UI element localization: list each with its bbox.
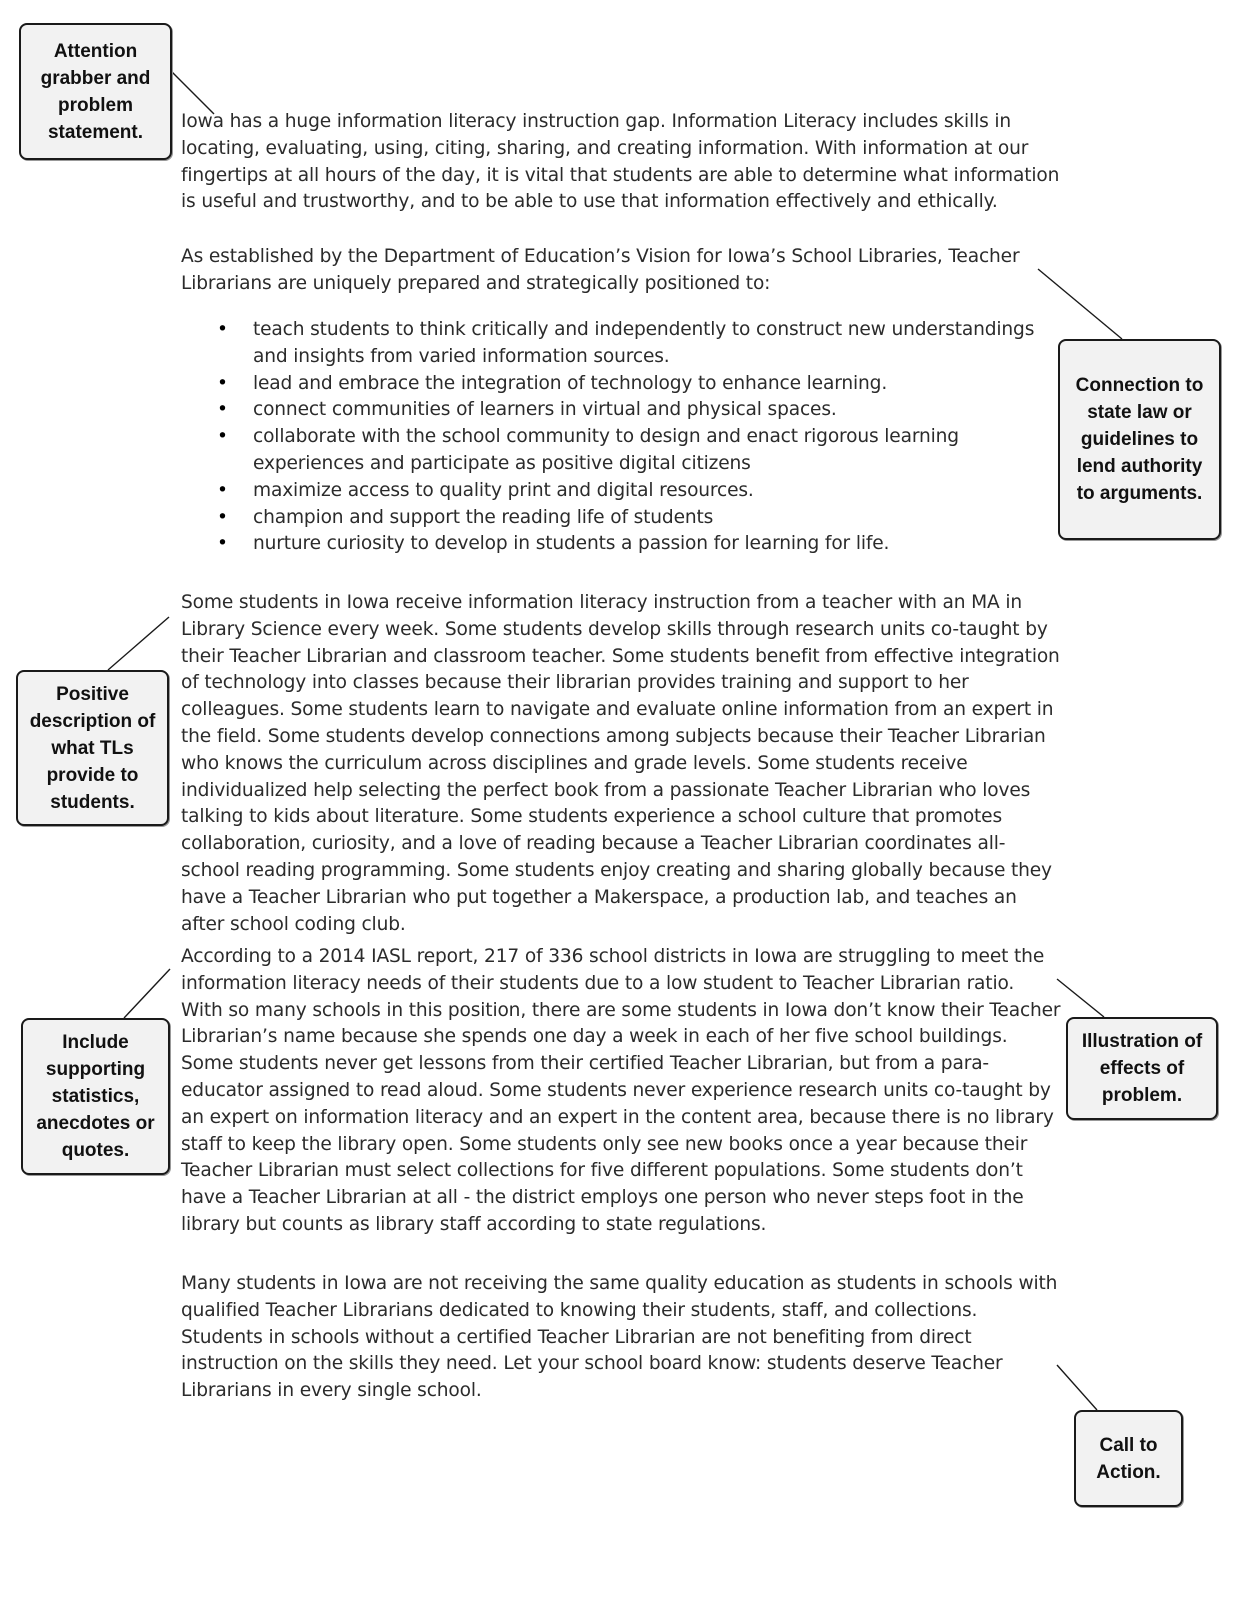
list-item: • nurture curiosity to develop in students a passion for learning for life. — [181, 531, 1061, 558]
teacher-librarian-role-list — [181, 317, 1061, 558]
callout-connection-to-state-law: Connection to state law or guidelines to lend authority to arguments. — [1058, 339, 1221, 540]
vision-paragraph: As established by the Department of Education’s Vision for Iowa’s School Libraries, Teacher Librarians are uniquely prepared and strategically positioned to: — [181, 246, 1020, 294]
intro-paragraph: Iowa has a huge information literacy instruction gap. Information Literacy includes skills in locating, evaluating, using, citing, sharing, and creating information. With information at our fingertips at all hours of the day, it is vital that students are able to determine what information is useful and trustworthy, and to be able to use that information effectively and ethically. — [181, 111, 1060, 213]
list-item: • maximize access to quality print and digital resources. — [181, 478, 1061, 505]
list-item: • connect communities of learners in virtual and physical spaces. — [181, 397, 1061, 424]
connector-positive — [108, 617, 169, 670]
connector-statistics — [124, 969, 170, 1018]
list-item: • teach students to think critically and independently to construct new understandings and insights from varied information sources. — [181, 317, 1061, 371]
callout-illustration-of-effects: Illustration of effects of problem. — [1066, 1017, 1218, 1120]
connector-illustration — [1057, 979, 1104, 1017]
list-item: • collaborate with the school community to design and enact rigorous learning experiences and participate as positive digital citizens — [181, 424, 1061, 478]
callout-attention-grabber: Attention grabber and problem statement. — [19, 23, 172, 160]
callout-positive-description: Positive description of what TLs provide to students. — [16, 670, 169, 826]
statistics-paragraph: According to a 2014 IASL report, 217 of 336 school districts in Iowa are struggling to meet the information literacy needs of their students due to a low student to Teacher Librarian ratio. With so many schools in this position, there are some students in Iowa don’t know their Teacher Librarian’s name because she spends one day a week in each of her five school buildings. Some students never get lessons from their certified Teacher Librarian, but from a para-educator assigned to read aloud. Some students never experience research units co-taught by an expert on information literacy and an expert in the content area, because there is no library staff to keep the library open. Some students only see new books once a year because their Teacher Librarian must select collections for five different populations. Some students don’t have a Teacher Librarian at all - the district employs one person who never steps foot in the library but counts as library staff according to state regulations. — [181, 946, 1061, 1235]
list-item: • lead and embrace the integration of technology to enhance learning. — [181, 371, 1061, 398]
list-item: • champion and support the reading life of students — [181, 505, 1061, 532]
positive-description-paragraph: Some students in Iowa receive information literacy instruction from a teacher with an MA in Library Science every week. Some students develop skills through research units co-taught by their Teacher Librarian and classroom teacher. Some students benefit from effective integration of technology into classes because their librarian provides training and support to her colleagues. Some students learn to navigate and evaluate online information from an expert in the field. Some students develop connections among subjects because their Teacher Librarian who knows the curriculum across disciplines and grade levels. Some students receive individualized help selecting the perfect book from a passionate Teacher Librarian who loves talking to kids about literature. Some students experience a school culture that promotes collaboration, curiosity, and a love of reading because a Teacher Librarian coordinates all-school reading programming. Some students enjoy creating and sharing globally because they have a Teacher Librarian who put together a Makerspace, a production lab, and teaches an after school coding club. — [181, 592, 1060, 935]
call-to-action-paragraph: Many students in Iowa are not receiving the same quality education as students in schools with qualified Teacher Librarians dedicated to knowing their students, staff, and collections. Students in schools without a certified Teacher Librarian are not benefiting from direct instruction on the skills they need. Let your school board know: students deserve Teacher Librarians in every single school. — [181, 1273, 1058, 1402]
connector-attention — [171, 71, 214, 114]
connector-call-to-action — [1057, 1365, 1097, 1410]
callout-call-to-action: Call to Action. — [1074, 1410, 1183, 1507]
callout-supporting-statistics: Include supporting statistics, anecdotes or quotes. — [21, 1018, 170, 1175]
